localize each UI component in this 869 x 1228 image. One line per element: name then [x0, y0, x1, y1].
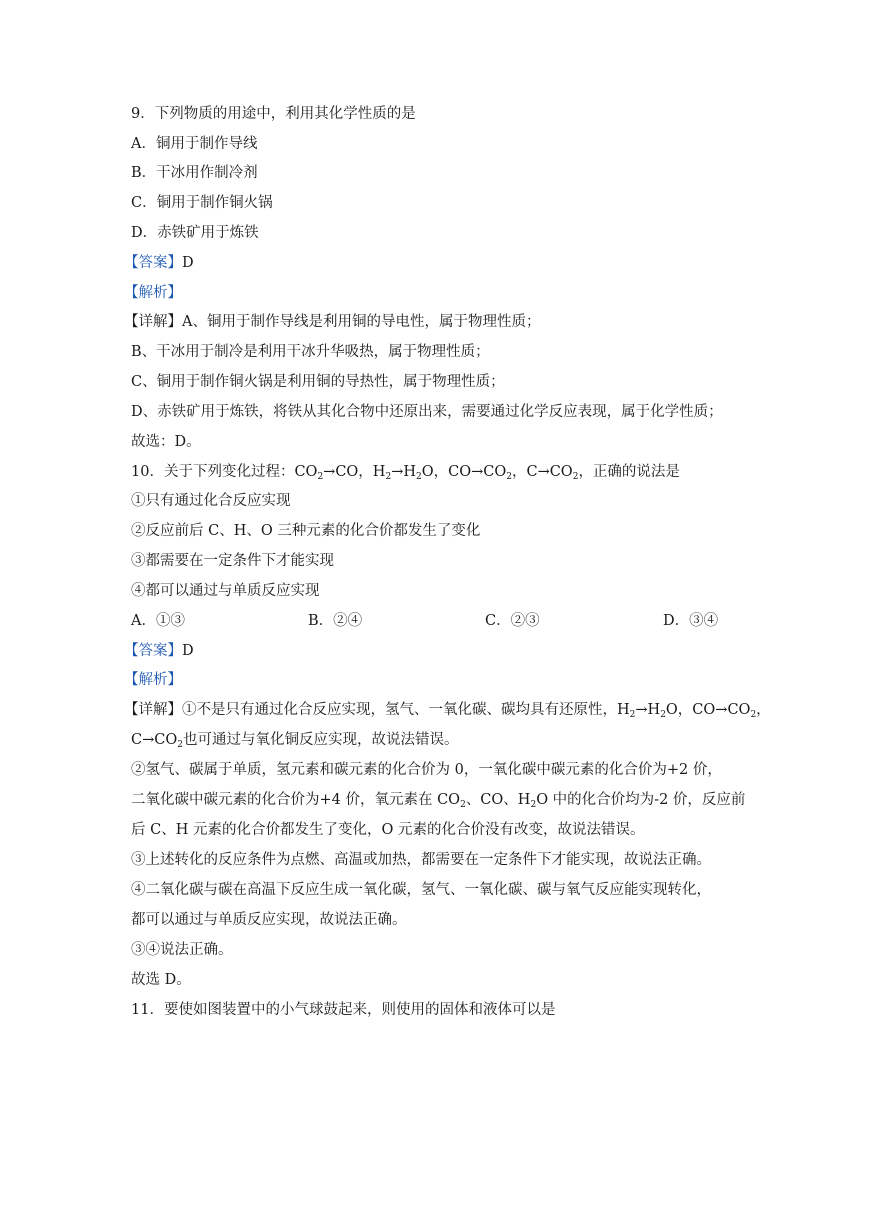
- q10-detail-part: C→CO: [131, 732, 178, 748]
- q9-detail-line-1: [124, 312, 540, 332]
- q9-detail-line-3: C、铜用于制作铜火锅是利用铜的导热性，属于物理性质；: [131, 374, 505, 390]
- q9-answer-line: [124, 253, 194, 273]
- q10-detail-line-5: 后 C、H 元素的化合价都发生了变化，O 元素的化合价没有改变，故说法错误。: [131, 822, 645, 838]
- q10-answer-line: [124, 641, 194, 661]
- q10-detail-part: →H: [635, 702, 661, 718]
- subscript: 2: [750, 710, 757, 720]
- q10-stem-part: ，C→CO: [511, 464, 573, 480]
- q9-option-b: B．干冰用作制冷剂: [131, 165, 258, 181]
- q9-answer-value: D: [182, 255, 194, 271]
- q10-detail-line-8: 都可以通过与单质反应实现，故说法正确。: [131, 912, 407, 928]
- q10-detail-part: ，: [756, 702, 771, 718]
- q10-statement-4: ④都可以通过与单质反应实现: [131, 583, 320, 599]
- q10-option-a: A．①③: [131, 613, 185, 629]
- q10-statement-1: ①只有通过化合反应实现: [131, 493, 291, 509]
- q10-analysis-tag: 【解析】: [124, 672, 182, 688]
- q9-option-a: A．铜用于制作导线: [131, 136, 258, 152]
- subscript: 2: [177, 740, 183, 750]
- subscript: 2: [506, 472, 512, 482]
- q10-detail-tag: 【详解】: [124, 702, 182, 718]
- q10-stem-part: 10．关于下列变化过程：CO: [131, 464, 318, 480]
- q10-detail-line-7: ④二氧化碳与碳在高温下反应生成一氧化碳，氢气、一氧化碳、碳与氧气反应能实现转化，: [131, 882, 711, 898]
- subscript: 2: [629, 710, 636, 720]
- q10-answer-value: D: [182, 643, 194, 659]
- q10-detail-part: 、CO、H: [465, 792, 531, 808]
- q9-stem: 9．下列物质的用途中，利用其化学性质的是: [131, 106, 416, 122]
- q10-detail-part: O 中的化合价均为-2 价，反应前: [536, 792, 746, 808]
- q10-stem-part: O，CO→CO: [421, 464, 507, 480]
- subscript: 2: [530, 800, 537, 810]
- q10-detail-line-3: ②氢气、碳属于单质，氢元素和碳元素的化合价为 0，一氧化碳中碳元素的化合价为+2 价，: [131, 762, 722, 778]
- q11-stem: 11．要使如图装置中的小气球鼓起来，则使用的固体和液体可以是: [131, 1002, 556, 1018]
- q10-conclusion: 故选 D。: [131, 972, 191, 988]
- q9-detail-line-4: D、赤铁矿用于炼铁，将铁从其化合物中还原出来，需要通过化学反应表现，属于化学性质；: [131, 404, 723, 420]
- q10-detail-part: 也可通过与氧化铜反应实现，故说法错误。: [182, 732, 459, 748]
- q9-detail-tag: 【详解】: [124, 314, 182, 330]
- q10-statement-3: ③都需要在一定条件下才能实现: [131, 553, 334, 569]
- q10-option-b: B．②④: [308, 613, 363, 629]
- subscript: 2: [385, 472, 392, 482]
- q10-detail-part: O，CO→CO: [665, 702, 751, 718]
- q9-option-d: D．赤铁矿用于炼铁: [131, 225, 259, 241]
- q10-answer-tag: 【答案】: [124, 643, 182, 659]
- q9-detail-text-1: A、铜用于制作导线是利用铜的导电性，属于物理性质；: [182, 314, 541, 330]
- q10-detail-part: ①不是只有通过化合反应实现，氢气、一氧化碳、碳均具有还原性，H: [182, 702, 630, 718]
- q9-conclusion: 故选：D。: [131, 434, 201, 450]
- q9-analysis-line: [124, 283, 182, 303]
- q10-detail-line-4: [131, 790, 745, 810]
- subscript: 2: [415, 472, 422, 482]
- q10-option-d: D．③④: [663, 613, 719, 629]
- q9-detail-line-2: B、干冰用于制冷是利用干冰升华吸热，属于物理性质；: [131, 344, 490, 360]
- q10-option-c: C．②③: [485, 613, 540, 629]
- q10-stem-part: →H: [391, 464, 416, 480]
- q10-detail-part: 二氧化碳中碳元素的化合价为+4 价，氧元素在 CO: [131, 792, 461, 808]
- q10-detail-line-2: [131, 730, 458, 750]
- q9-answer-tag: 【答案】: [124, 255, 182, 271]
- q10-detail-line-9: ③④说法正确。: [131, 942, 233, 958]
- q10-stem-part: →CO，H: [323, 464, 386, 480]
- q9-analysis-tag: 【解析】: [124, 285, 182, 301]
- q10-stem-part: ，正确的说法是: [578, 464, 680, 480]
- subscript: 2: [572, 472, 579, 482]
- q9-option-c: C．铜用于制作铜火锅: [131, 195, 273, 211]
- subscript: 2: [460, 800, 466, 810]
- q10-analysis-line: [124, 670, 182, 690]
- q10-detail-line-6: ③上述转化的反应条件为点燃、高温或加热，都需要在一定条件下才能实现，故说法正确。: [131, 852, 711, 868]
- q10-statement-2: ②反应前后 C、H、O 三种元素的化合价都发生了变化: [131, 523, 481, 539]
- q10-detail-line-1: [124, 700, 771, 720]
- subscript: 2: [317, 472, 324, 482]
- subscript: 2: [660, 710, 666, 720]
- q10-stem: [131, 462, 680, 482]
